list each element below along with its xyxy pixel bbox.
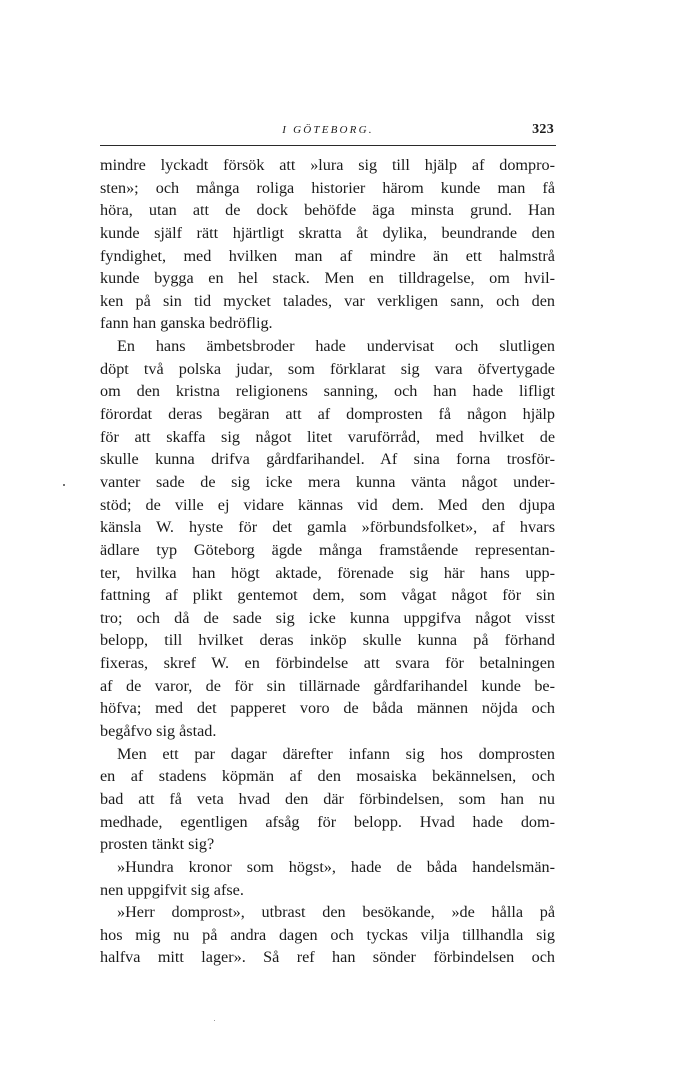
text-line: känsla W. hyste för det gamla »förbundsfolket», af hvars <box>100 518 555 537</box>
text-line: En hans ämbetsbroder hade undervisat och slutligen <box>117 337 555 356</box>
text-line: nen uppgifvit sig afse. <box>100 880 244 899</box>
text-line: fixeras, skref W. en förbindelse att svara för betalningen <box>100 654 555 673</box>
header-rule <box>100 145 556 146</box>
running-head <box>100 122 556 142</box>
text-line: halfva mitt lager». Så ref han sönder förbindelsen och <box>100 948 555 967</box>
text-line: af de varor, de för sin tillärnade gårdfarihandel kunde be- <box>100 676 555 695</box>
text-line: förordat deras begäran att af domprosten få någon hjälp <box>100 405 555 424</box>
body-text <box>100 154 555 969</box>
running-title: I GÖTEBORG. <box>282 124 374 136</box>
text-line: sten»; och många roliga historier härom kunde man få <box>100 178 555 197</box>
text-line: stöd; de ville ej vidare kännas vid dem. Med den djupa <box>100 495 555 514</box>
text-line: döpt två polska judar, som förklarat sig vara öfvertygade <box>100 359 555 378</box>
print-speck <box>63 484 65 486</box>
page-number: 323 <box>532 122 554 137</box>
text-line: ken på sin tid mycket talades, var verkligen sann, och den <box>100 291 555 310</box>
text-line: en af stadens köpmän af den mosaiska bekännelsen, och <box>100 767 555 786</box>
text-line: hos mig nu på andra dagen och tyckas vilja tillhandla sig <box>100 925 555 944</box>
text-line: ter, hvilka han högt aktade, förenade sig här hans upp- <box>100 563 555 582</box>
text-line: för att skaffa sig något litet varuförråd, med hvilket de <box>100 427 555 446</box>
text-line: mindre lyckadt försök att »lura sig till hjälp af dompro- <box>100 156 555 174</box>
text-line: vanter sade de sig icke mera kunna vänta något under- <box>100 472 555 491</box>
text-line: belopp, till hvilket deras inköp skulle kunna på förhand <box>100 631 555 650</box>
text-line: kunde själf rätt hjärtligt skratta åt dylika, beundrande den <box>100 223 555 242</box>
text-line: fattning af plikt gentemot dem, som vågat något för sin <box>100 586 555 605</box>
text-line: »Herr domprost», utbrast den besökande, »de hålla på <box>117 903 555 922</box>
text-line: höra, utan att de dock behöfde äga minsta grund. Han <box>100 201 555 220</box>
text-line: bad att få veta hvad den där förbindelsen, som han nu <box>100 789 555 808</box>
text-line: begåfvo sig åstad. <box>100 722 217 741</box>
text-line: »Hundra kronor som högst», hade de båda handelsmän- <box>117 857 555 876</box>
text-line: om den kristna religionens sanning, och han hade lifligt <box>100 382 555 401</box>
text-line: kunde bygga en hel stack. Men en tilldragelse, om hvil- <box>100 269 555 288</box>
text-line: medhade, egentligen afsåg för belopp. Hvad hade dom- <box>100 812 555 831</box>
print-speck <box>214 1020 215 1021</box>
text-line: ädlare typ Göteborg ägde många framstående representan- <box>100 540 555 559</box>
text-line: fann han ganska bedröflig. <box>100 314 273 333</box>
text-line: skulle kunna drifva gårdfarihandel. Af sina forna trosför- <box>100 450 555 469</box>
text-line: prosten tänkt sig? <box>100 835 215 854</box>
text-line: Men ett par dagar därefter infann sig hos domprosten <box>117 744 555 763</box>
text-line: höfva; med det papperet voro de båda männen nöjda och <box>100 699 555 718</box>
text-line: tro; och då de sade sig icke kunna uppgifva något visst <box>100 608 555 627</box>
text-line: fyndighet, med hvilken man af mindre än ett halmstrå <box>100 246 555 265</box>
